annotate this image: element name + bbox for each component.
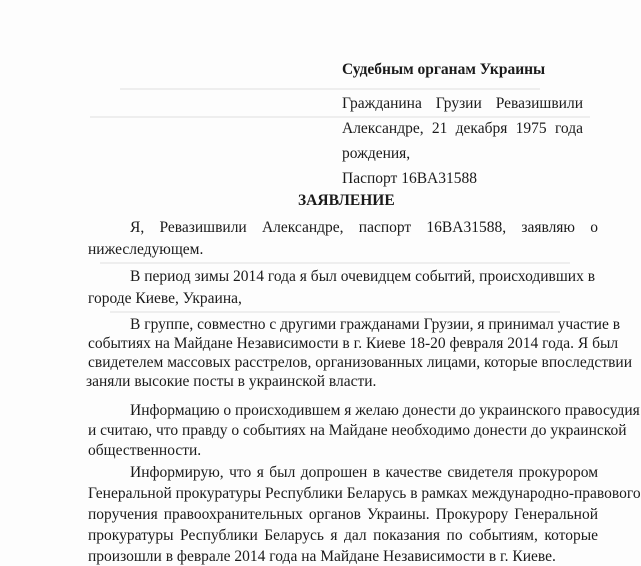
- paragraph-line: В период зимы 2014 года я был очевидцем событий, происходивших в: [130, 268, 596, 285]
- paragraph-line: заняли высокие посты в украинской власти.: [86, 373, 377, 390]
- sender-line: Александре, 21 декабря 1975 года: [342, 120, 583, 137]
- paragraph-line: поручения правоохранительных органов Украины. Прокурору Генеральной: [88, 506, 598, 523]
- sender-line: рождения,: [342, 145, 411, 162]
- paragraph-line: событиях на Майдане Независимости в г. Киеве 18-20 февраля 2014 года. Я был: [88, 335, 619, 352]
- paragraph-line: Я, Ревазишвили Александре, паспорт 16BA31588, заявляю о: [130, 219, 598, 236]
- paragraph-line: нижеследующем.: [88, 241, 204, 258]
- paragraph-line: Генеральной прокуратуры Республики Беларусь в рамках международно-правового: [88, 485, 641, 502]
- paragraph-line: Информирую, что я был допрошен в качестве свидетеля прокурором: [130, 464, 598, 481]
- paragraph-line: городе Киеве, Украина,: [88, 290, 242, 307]
- addressee: Судебным органам Украины: [342, 61, 546, 78]
- paragraph-line: свидетелем массовых расстрелов, организованных лицами, которые впоследствии: [88, 354, 632, 371]
- document-title: ЗАЯВЛЕНИЕ: [298, 192, 395, 209]
- sender-line: Паспорт 16BA31588: [342, 170, 477, 187]
- paragraph-line: Информацию о происходившем я желаю донести до украинского правосудия: [130, 402, 640, 419]
- paragraph-line: и считаю, что правду о событиях на Майдане необходимо донести до украинской: [88, 422, 627, 439]
- paragraph-line: В группе, совместно с другими гражданами Грузии, я принимал участие в: [130, 316, 621, 333]
- paragraph-line: произошли в феврале 2014 года на Майдане Независимости в г. Киеве.: [88, 548, 556, 565]
- sender-line: Гражданина Грузии Ревазишвили: [342, 95, 583, 112]
- paragraph-line: прокуратуры Республики Беларусь я дал показания по событиям, которые: [88, 527, 598, 544]
- paragraph-line: общественности.: [88, 442, 202, 459]
